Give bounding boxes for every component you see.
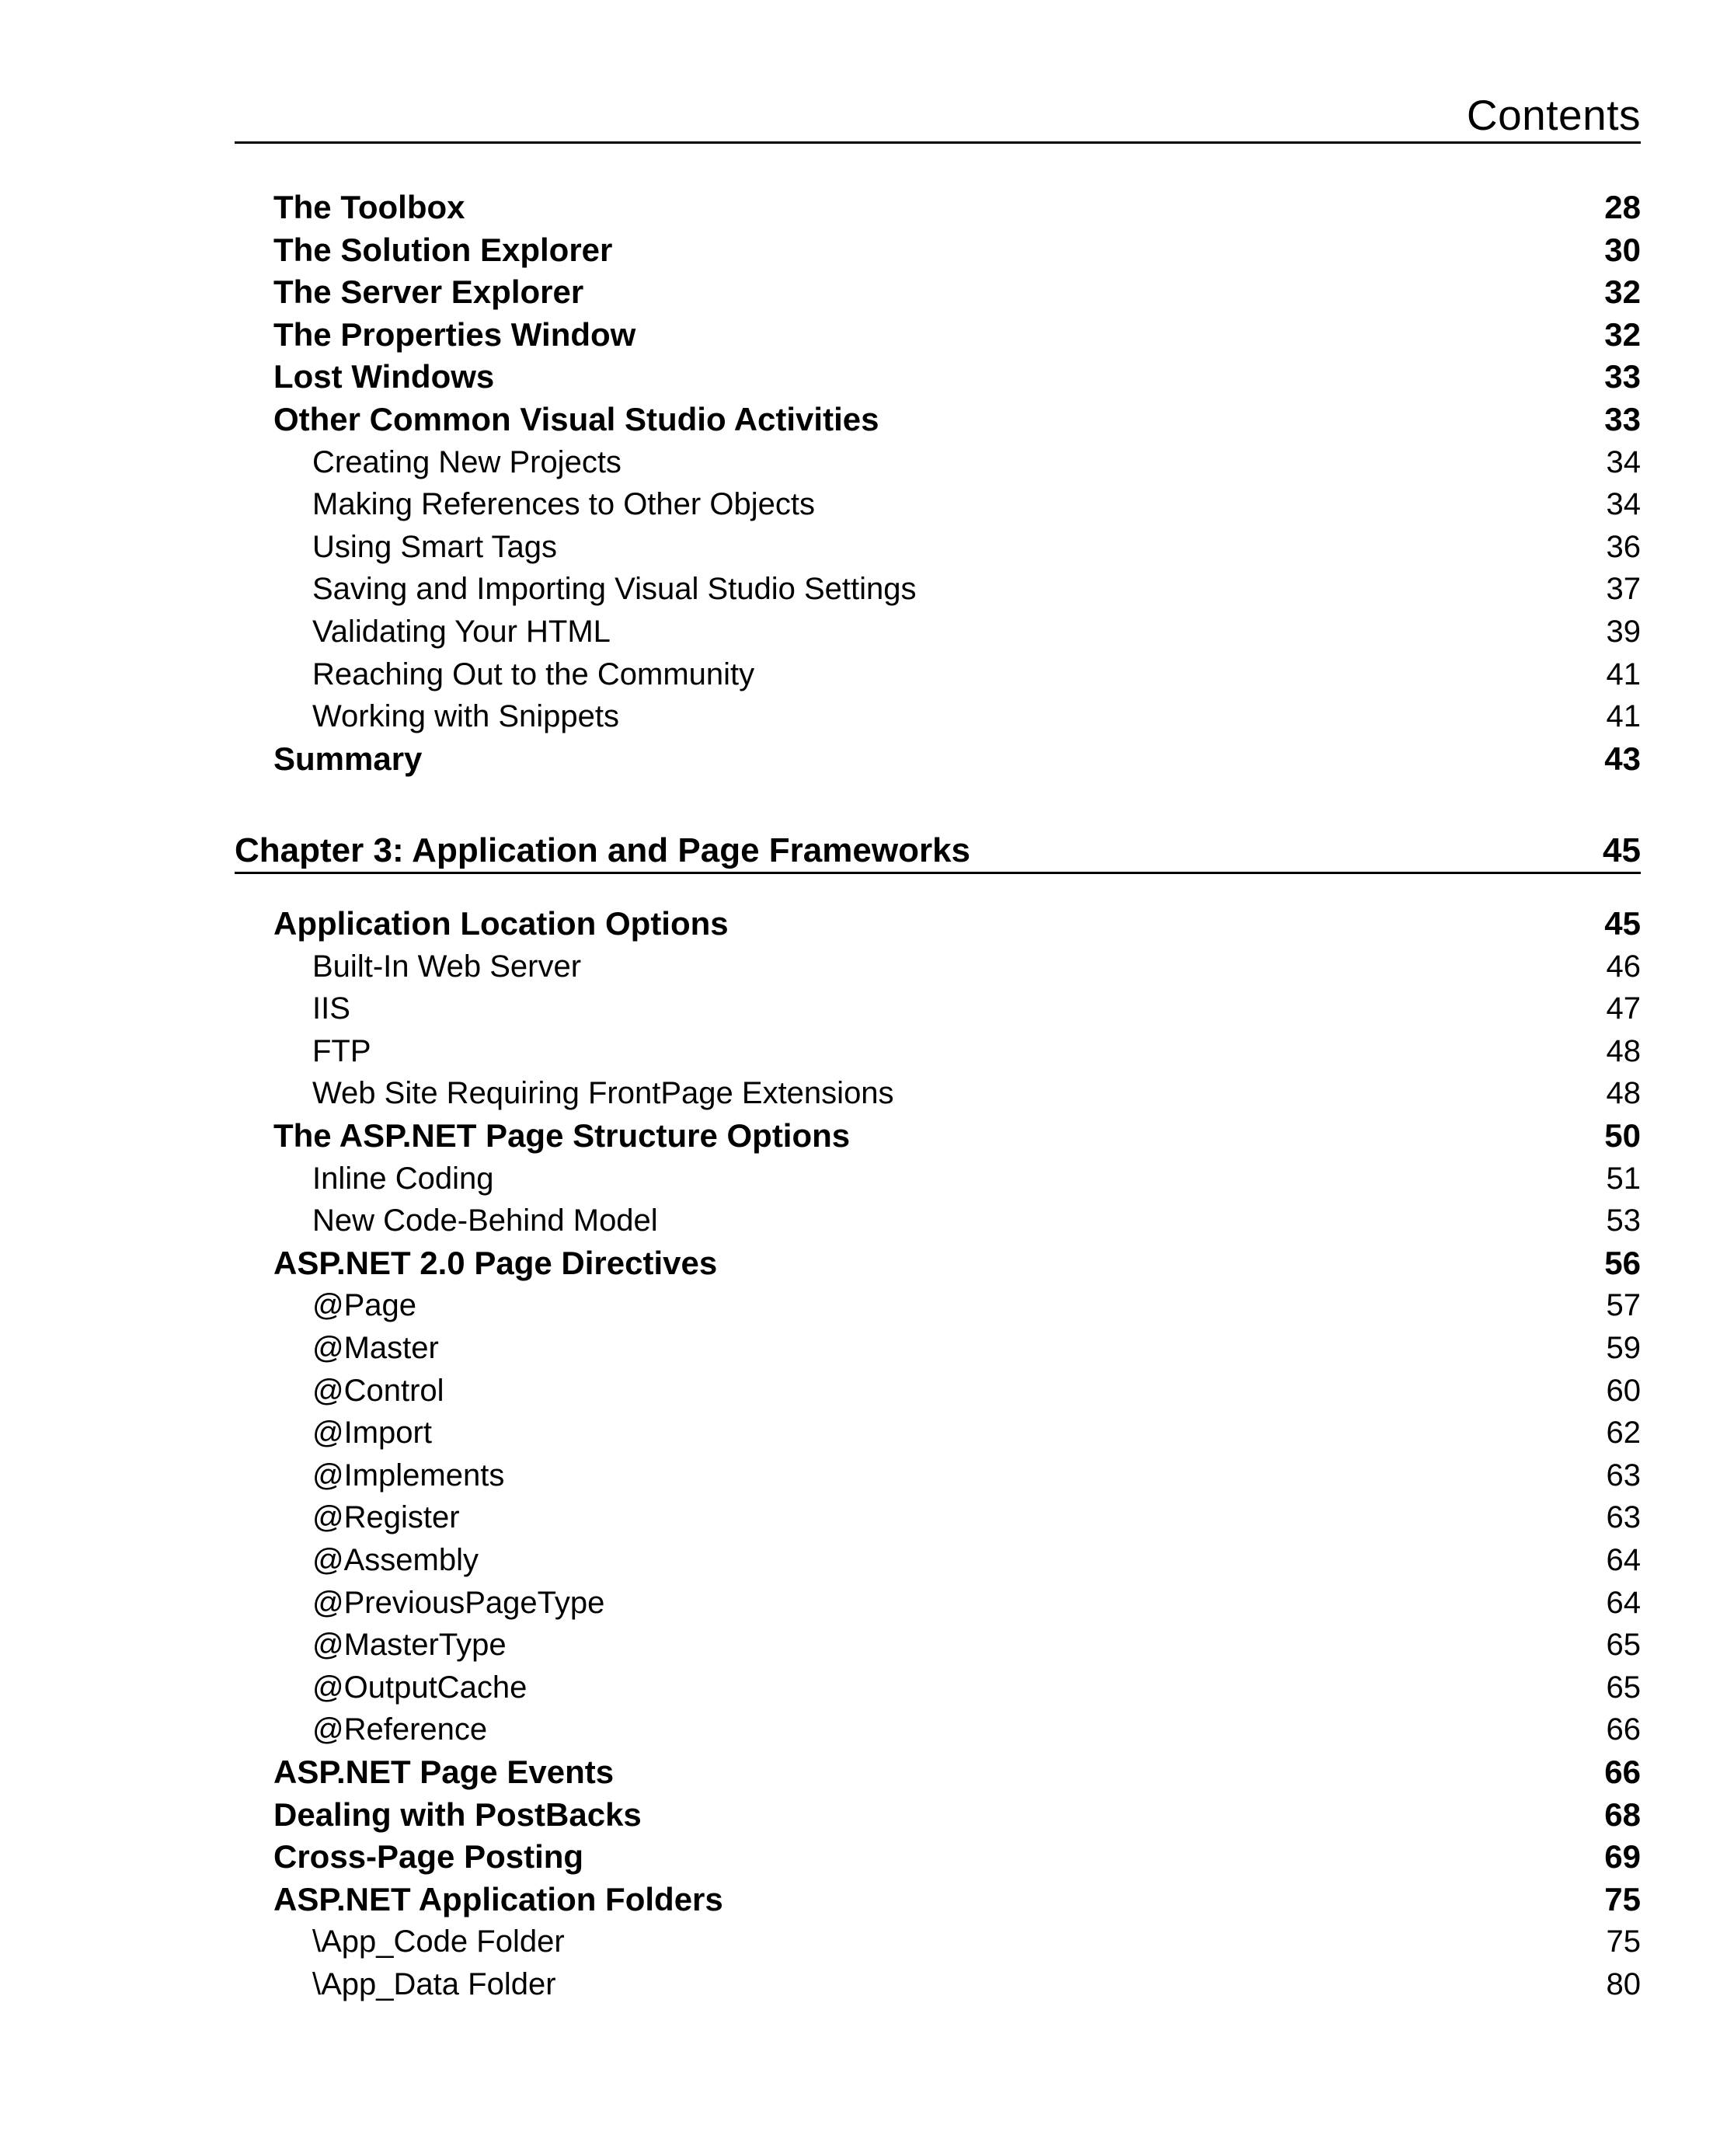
toc-subsection-entry[interactable] <box>235 1921 1641 1963</box>
toc-subsection-entry[interactable] <box>235 1708 1641 1750</box>
toc-section-entry[interactable] <box>235 1836 1641 1878</box>
toc-subsection-entry[interactable] <box>235 1284 1641 1326</box>
toc-entry-label: ASP.NET 2.0 Page Directives <box>273 1244 718 1281</box>
toc-entry-page-number: 65 <box>1606 1628 1641 1663</box>
toc-entry-page-number: 64 <box>1606 1585 1641 1620</box>
toc-entry-page-number: 34 <box>1606 487 1641 522</box>
toc-subsection-entry[interactable] <box>235 1624 1641 1666</box>
toc-entry-page-number: 34 <box>1606 444 1641 479</box>
toc-entry-page-number: 64 <box>1606 1543 1641 1577</box>
toc-entry-page-number: 32 <box>1604 315 1641 353</box>
toc-entry-page-number: 41 <box>1606 699 1641 734</box>
toc-subsection-entry[interactable] <box>235 1963 1641 2005</box>
toc-entry-label: Saving and Importing Visual Studio Settings <box>312 572 917 607</box>
toc-subsection-entry[interactable] <box>235 653 1641 695</box>
chapter-title: Chapter 3: Application and Page Frameworks <box>235 831 971 869</box>
page-header <box>235 82 1641 144</box>
toc-subsection-entry[interactable] <box>235 1667 1641 1708</box>
toc-entry-page-number: 69 <box>1604 1838 1641 1876</box>
toc-subsection-entry[interactable] <box>235 1582 1641 1624</box>
toc-subsection-entry[interactable] <box>235 1412 1641 1454</box>
toc-subsection-entry[interactable] <box>235 1454 1641 1496</box>
toc-entry-page-number: 48 <box>1606 1076 1641 1111</box>
toc-subsection-entry[interactable] <box>235 611 1641 653</box>
toc-entry-label: The Toolbox <box>273 189 465 225</box>
toc-subsection-entry[interactable] <box>235 1370 1641 1412</box>
toc-subsection-entry[interactable] <box>235 987 1641 1029</box>
toc-entry-label: @Master <box>312 1331 439 1365</box>
toc-subsection-entry[interactable] <box>235 1072 1641 1114</box>
toc-entry-label: The ASP.NET Page Structure Options <box>273 1117 851 1154</box>
toc-entry-label: Other Common Visual Studio Activities <box>273 401 879 437</box>
toc-entry-label: @Page <box>312 1288 417 1323</box>
toc-subsection-entry[interactable] <box>235 441 1641 483</box>
toc-subsection-entry[interactable] <box>235 568 1641 610</box>
toc-entry-page-number: 63 <box>1606 1458 1641 1492</box>
toc-entry-page-number: 66 <box>1604 1754 1641 1790</box>
toc-entry-page-number: 62 <box>1606 1416 1641 1451</box>
toc-entry-page-number: 28 <box>1604 189 1641 225</box>
toc-section-entry[interactable] <box>235 1879 1641 1921</box>
toc-entry-page-number: 75 <box>1604 1880 1641 1917</box>
toc-section-entry[interactable] <box>235 314 1641 356</box>
chapter-page-number: 45 <box>1603 831 1641 869</box>
toc-entry-page-number: 37 <box>1606 572 1641 607</box>
toc-entry-label: @Implements <box>312 1458 505 1492</box>
toc-entry-label: ASP.NET Page Events <box>273 1754 615 1790</box>
toc-subsection-entry[interactable] <box>235 1327 1641 1369</box>
toc-entry-label: Reaching Out to the Community <box>312 657 755 691</box>
toc-entry-label: Web Site Requiring FrontPage Extensions <box>312 1076 894 1111</box>
toc-entry-page-number: 46 <box>1606 949 1641 984</box>
toc-entry-label: The Solution Explorer <box>273 231 613 268</box>
toc-entry-label: Built-In Web Server <box>312 949 582 984</box>
toc-entry-label: The Server Explorer <box>273 273 584 311</box>
toc-subsection-entry[interactable] <box>235 1539 1641 1581</box>
toc-subsection-entry[interactable] <box>235 1496 1641 1538</box>
toc-entry-page-number: 68 <box>1604 1796 1641 1833</box>
toc-entry-label: \App_Code Folder <box>312 1924 565 1959</box>
toc-subsection-entry[interactable] <box>235 1158 1641 1200</box>
toc-subsection-entry[interactable] <box>235 946 1641 987</box>
toc-entry-label: Application Location Options <box>273 905 729 942</box>
toc-section-entry[interactable] <box>235 1751 1641 1793</box>
toc-entry-label: @Reference <box>312 1712 488 1747</box>
toc-entry-page-number: 66 <box>1606 1712 1641 1747</box>
toc-entry-label: The Properties Window <box>273 315 636 353</box>
toc-entry-page-number: 50 <box>1604 1117 1641 1154</box>
toc-entry-label: FTP <box>312 1033 371 1068</box>
toc-entry-page-number: 47 <box>1606 991 1641 1026</box>
toc-section-entry[interactable] <box>235 1794 1641 1836</box>
toc-entry-label: Inline Coding <box>312 1161 494 1196</box>
toc-section-entry[interactable] <box>235 271 1641 313</box>
toc-entry-page-number: 60 <box>1606 1373 1641 1408</box>
toc-section-entry[interactable] <box>235 399 1641 441</box>
toc-entry-page-number: 75 <box>1606 1924 1641 1959</box>
toc-entry-page-number: 43 <box>1604 740 1641 777</box>
toc-subsection-entry[interactable] <box>235 1030 1641 1072</box>
toc-subsection-entry[interactable] <box>235 1200 1641 1242</box>
toc-section-entry[interactable] <box>235 903 1641 945</box>
toc-entry-label: @Register <box>312 1500 460 1535</box>
toc-entry-label: @OutputCache <box>312 1670 527 1705</box>
toc-entry-label: @Import <box>312 1416 432 1451</box>
toc-entry-page-number: 30 <box>1604 231 1641 268</box>
toc-entry-label: Working with Snippets <box>312 699 619 734</box>
toc-entry-page-number: 80 <box>1606 1967 1641 2001</box>
toc-entry-label: @MasterType <box>312 1628 507 1663</box>
toc-section-entry[interactable] <box>235 1115 1641 1157</box>
toc-entry-label: Cross-Page Posting <box>273 1838 584 1876</box>
toc-entry-label: ASP.NET Application Folders <box>273 1880 723 1917</box>
toc-entry-label: @Assembly <box>312 1543 479 1577</box>
toc-section-entry[interactable] <box>235 1242 1641 1284</box>
toc-entry-label: Making References to Other Objects <box>312 487 815 522</box>
toc-entry-label: @Control <box>312 1373 444 1408</box>
toc-subsection-entry[interactable] <box>235 695 1641 737</box>
toc-entry-page-number: 33 <box>1604 358 1641 395</box>
toc-entry-label: Using Smart Tags <box>312 529 557 564</box>
toc-entry-page-number: 57 <box>1606 1288 1641 1323</box>
toc-entry-label: Summary <box>273 740 423 777</box>
toc-section-entry[interactable] <box>235 356 1641 398</box>
toc-subsection-entry[interactable] <box>235 483 1641 525</box>
toc-section-entry[interactable] <box>235 186 1641 228</box>
toc-entry-page-number: 65 <box>1606 1670 1641 1705</box>
toc-entry-page-number: 41 <box>1606 657 1641 691</box>
toc-entry-label: Validating Your HTML <box>312 615 611 649</box>
toc-entry-page-number: 32 <box>1604 273 1641 311</box>
toc-entry-page-number: 39 <box>1606 615 1641 649</box>
toc-entry-page-number: 59 <box>1606 1331 1641 1365</box>
toc-entry-page-number: 36 <box>1606 529 1641 564</box>
toc-entry-label: Lost Windows <box>273 358 495 395</box>
toc-entry-page-number: 45 <box>1604 905 1641 942</box>
page-title: Contents <box>1466 91 1641 139</box>
toc-entry-page-number: 63 <box>1606 1500 1641 1535</box>
toc-entry-label: \App_Data Folder <box>312 1967 556 2001</box>
toc-entry-label: @PreviousPageType <box>312 1585 605 1620</box>
toc-entry-label: Creating New Projects <box>312 444 621 479</box>
toc-entry-page-number: 56 <box>1604 1244 1641 1281</box>
toc-entry-page-number: 51 <box>1606 1161 1641 1196</box>
toc-section-entry[interactable] <box>235 229 1641 271</box>
toc-entry-page-number: 33 <box>1604 401 1641 437</box>
toc-entry-page-number: 53 <box>1606 1203 1641 1238</box>
toc-section-entry[interactable] <box>235 738 1641 780</box>
toc-entry-label: IIS <box>312 991 350 1026</box>
toc-subsection-entry[interactable] <box>235 526 1641 568</box>
chapter-heading[interactable] <box>235 824 1641 874</box>
toc-entry-label: Dealing with PostBacks <box>273 1796 642 1833</box>
toc-entry-label: New Code-Behind Model <box>312 1203 658 1238</box>
toc-entry-page-number: 48 <box>1606 1033 1641 1068</box>
